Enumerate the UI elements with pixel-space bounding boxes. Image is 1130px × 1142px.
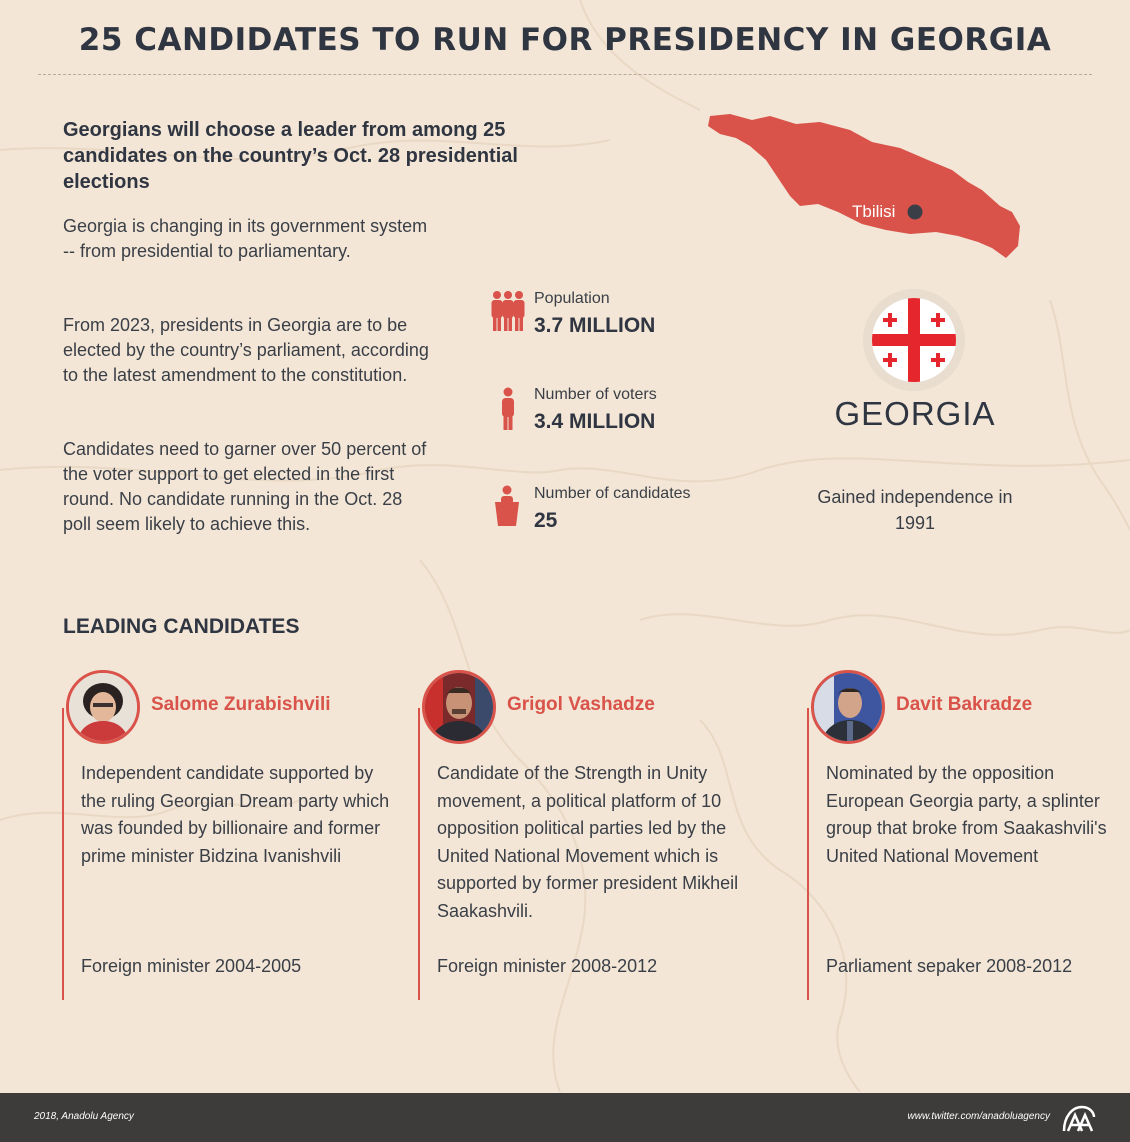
stat-label: Number of voters [534,386,657,403]
person-icon [490,386,526,432]
footer [0,1093,1130,1142]
candidate-description: Independent candidate supported by the ruling Georgian Dream party which was founded by billionaire and former prime minister Bidzina Ivanishvili [81,763,390,866]
tbilisi-marker [908,205,923,220]
candidate-description: Candidate of the Strength in Unity movement, a political platform of 10 opposition political parties led by the United National Movement which is supported by former president Mikheil Saakashvili. [437,763,739,921]
footer-credit: 2018, Anadolu Agency [34,1111,134,1122]
candidate-description: Nominated by the opposition European Georgia party, a splinter group that broke from Saakashvili's United National Movement [826,763,1107,866]
candidate-podium-icon [490,485,526,529]
title-divider [38,74,1092,75]
candidate-role: Foreign minister 2008-2012 [437,956,658,976]
candidate-divider [62,708,64,1000]
candidate-divider [418,708,420,1000]
intro-paragraph: Candidates need to garner over 50 percent of the voter support to get elected in the first round. No candidate running in the Oct. 28 poll seem likely to achieve this. [63,439,427,534]
stat-value: 3.4 MILLION [534,410,656,433]
candidate-card [418,668,748,1002]
georgia-flag-icon [862,288,966,392]
candidate-role: Parliament sepaker 2008-2012 [826,956,1073,976]
avatar [66,670,140,744]
anadolu-agency-logo-icon [1062,1103,1096,1133]
footer-twitter-link[interactable]: www.twitter.com/anadoluagency [907,1111,1050,1122]
stat-value: 3.7 MILLION [534,314,656,337]
capital-label: Tbilisi [852,202,896,221]
intro-lead: Georgians will choose a leader from among 25 candidates on the country’s Oct. 28 presidential elections [63,119,518,193]
stat-label: Number of candidates [534,485,691,502]
intro-paragraph: Georgia is changing in its government system -- from presidential to parliamentary. [63,216,428,261]
avatar [811,670,885,744]
intro-paragraph: From 2023, presidents in Georgia are to be elected by the country’s parliament, according to the latest amendment to the constitution. [63,315,429,385]
candidate-name: Salome Zurabishvili [151,694,331,715]
candidate-divider [807,708,809,1000]
avatar [422,670,496,744]
page-title: 25 CANDIDATES TO RUN FOR PRESIDENCY IN GEORGIA [78,22,1052,58]
people-group-icon [490,290,526,334]
section-title: LEADING CANDIDATES [63,615,300,638]
country-name: GEORGIA [834,395,996,432]
stat-value: 25 [534,509,558,532]
candidate-card [62,668,392,1002]
candidate-card [807,668,1130,1002]
georgia-map [700,108,1030,260]
candidate-role: Foreign minister 2004-2005 [81,956,302,976]
stat-label: Population [534,290,610,307]
candidate-name: Grigol Vashadze [507,694,655,715]
candidate-name: Davit Bakradze [896,694,1033,715]
independence-note: Gained independence in 1991 [817,487,1013,533]
